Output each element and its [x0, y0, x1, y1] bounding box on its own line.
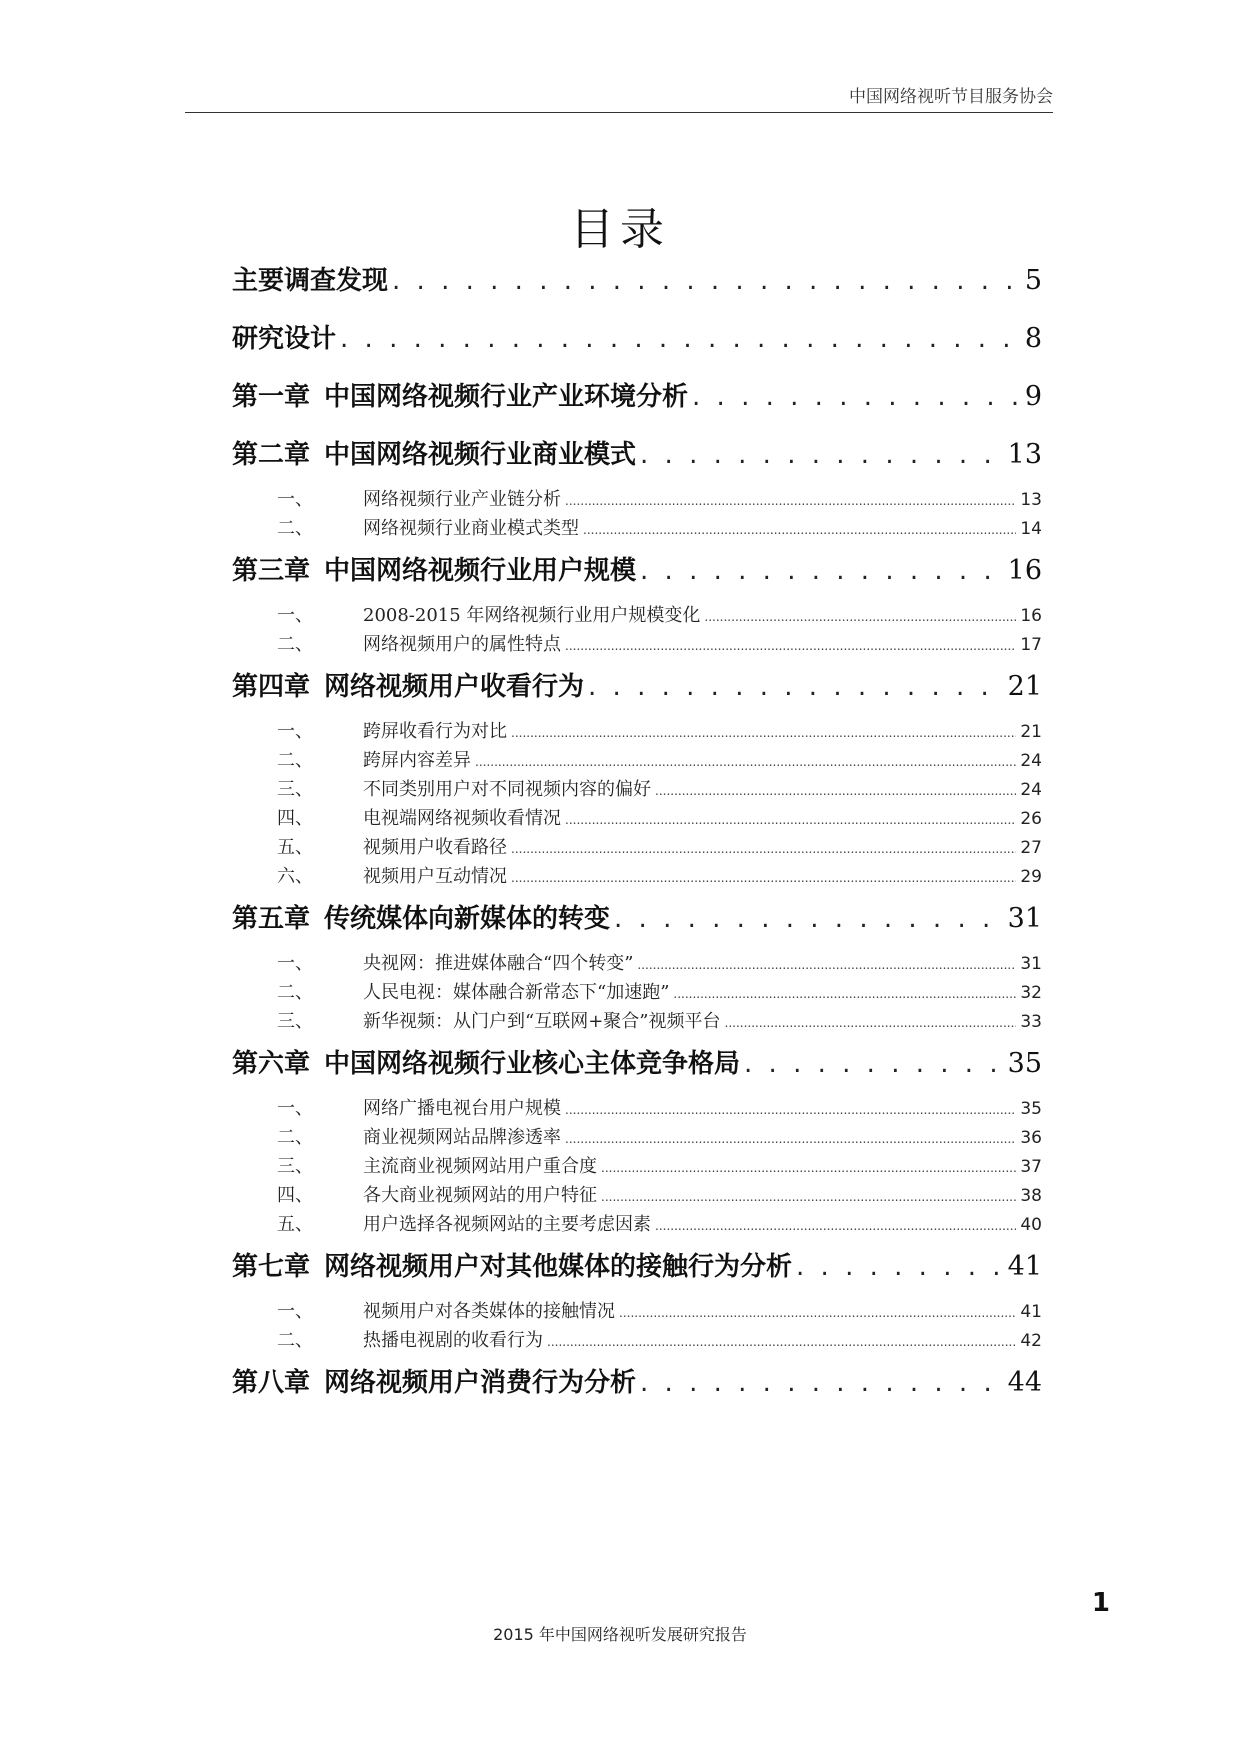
header-org: 中国网络视听节目服务协会 — [849, 87, 1053, 107]
toc-page: 16 — [1020, 606, 1042, 626]
toc-entry-research-design[interactable] — [232, 318, 1042, 355]
toc-page: 8 — [1024, 323, 1042, 354]
toc-leader — [601, 1161, 1016, 1175]
toc-leader — [704, 610, 1016, 624]
toc-leader — [655, 1219, 1016, 1233]
toc-sub-entry[interactable] — [232, 804, 1042, 830]
toc-sub-number: 一、 — [277, 489, 313, 510]
toc-sub-number: 四、 — [277, 808, 313, 829]
toc-leader — [511, 871, 1016, 885]
toc-page: 27 — [1020, 838, 1042, 858]
toc-page: 5 — [1024, 265, 1042, 296]
toc-chapter-number: 第一章 — [232, 382, 311, 412]
toc-sub-number: 二、 — [277, 518, 313, 539]
toc-sub-number: 二、 — [277, 634, 313, 655]
toc-page: 24 — [1020, 751, 1042, 771]
toc-sub-entry[interactable] — [232, 1152, 1042, 1178]
running-header — [185, 82, 1053, 113]
toc-label: 中国网络视频行业产业环境分析 — [324, 382, 689, 412]
toc-page: 33 — [1020, 1012, 1042, 1032]
toc-label: 中国网络视频行业商业模式 — [324, 440, 637, 470]
toc-sub-number: 一、 — [277, 605, 313, 626]
toc-label: 网络视频行业产业链分析 — [363, 489, 561, 510]
toc-label: 商业视频网站品牌渗透率 — [363, 1127, 561, 1148]
toc-sub-number: 二、 — [277, 1330, 313, 1351]
toc-label: 网络视频用户收看行为 — [324, 672, 585, 702]
toc-leader — [640, 556, 1004, 586]
toc-label: 视频用户对各类媒体的接触情况 — [363, 1301, 615, 1322]
toc-leader — [637, 958, 1016, 972]
toc-entry-chapter-1[interactable] — [232, 376, 1042, 413]
toc-sub-entry[interactable] — [232, 514, 1042, 540]
toc-sub-entry[interactable] — [232, 833, 1042, 859]
toc-page: 21 — [1007, 671, 1042, 702]
toc-page: 40 — [1020, 1215, 1042, 1235]
toc-leader — [640, 440, 1004, 470]
toc-page: 24 — [1020, 780, 1042, 800]
toc-leader — [565, 1132, 1016, 1146]
footer-title: 2015 年中国网络视听发展研究报告 — [493, 1625, 747, 1644]
toc-sub-number: 五、 — [277, 837, 313, 858]
toc-label: 新华视频：从门户到“互联网+聚合”视频平台 — [363, 1011, 721, 1032]
toc-label: 中国网络视频行业用户规模 — [324, 556, 637, 586]
toc-sub-number: 三、 — [277, 779, 313, 800]
toc-page: 17 — [1020, 635, 1042, 655]
toc-leader — [619, 1306, 1016, 1320]
toc-leader — [565, 639, 1016, 653]
toc-sub-number: 一、 — [277, 1301, 313, 1322]
toc-sub-number: 二、 — [277, 982, 313, 1003]
toc-chapter-number: 第三章 — [232, 556, 311, 586]
toc-sub-entry[interactable] — [232, 1007, 1042, 1033]
toc-page: 38 — [1020, 1186, 1042, 1206]
toc-page: 16 — [1007, 555, 1042, 586]
toc-leader — [655, 784, 1016, 798]
toc-sub-number: 四、 — [277, 1185, 313, 1206]
toc-label: 视频用户收看路径 — [363, 837, 507, 858]
toc-chapter-number: 第二章 — [232, 440, 311, 470]
toc-sub-entry[interactable] — [232, 862, 1042, 888]
toc-label: 用户选择各视频网站的主要考虑因素 — [363, 1214, 651, 1235]
toc-label: 传统媒体向新媒体的转变 — [324, 904, 611, 934]
toc-sub-entry[interactable] — [232, 601, 1042, 627]
toc-page: 13 — [1007, 439, 1042, 470]
toc-sub-entry[interactable] — [232, 1210, 1042, 1236]
toc-label: 不同类别用户对不同视频内容的偏好 — [363, 779, 651, 800]
toc-sub-entry[interactable] — [232, 746, 1042, 772]
toc-label: 跨屏收看行为对比 — [363, 721, 507, 742]
toc-leader — [511, 842, 1016, 856]
toc-leader — [614, 904, 1004, 934]
toc-sub-number: 二、 — [277, 750, 313, 771]
toc-chapter-number: 第七章 — [232, 1252, 311, 1282]
toc-leader — [640, 1368, 1004, 1398]
toc-page: 35 — [1007, 1048, 1042, 1079]
toc-entry-key-findings[interactable] — [232, 260, 1042, 297]
toc-page: 41 — [1007, 1251, 1042, 1282]
toc-leader — [547, 1335, 1016, 1349]
toc-label: 主要调查发现 — [232, 266, 389, 296]
page-number: 1 — [1091, 1588, 1110, 1618]
toc-label: 网络视频行业商业模式类型 — [363, 518, 579, 539]
toc-sub-entry[interactable] — [232, 775, 1042, 801]
toc-page: 37 — [1020, 1157, 1042, 1177]
toc-sub-number: 三、 — [277, 1011, 313, 1032]
toc-sub-entry[interactable] — [232, 978, 1042, 1004]
toc-leader — [340, 324, 1021, 354]
toc-page: 44 — [1007, 1367, 1042, 1398]
toc-page: 31 — [1007, 903, 1042, 934]
toc-entry-chapter-3[interactable] — [232, 550, 1042, 587]
toc-label: 视频用户互动情况 — [363, 866, 507, 887]
toc-label: 人民电视：媒体融合新常态下“加速跑” — [363, 982, 670, 1003]
toc-page: 35 — [1020, 1099, 1042, 1119]
toc-sub-number: 一、 — [277, 1098, 313, 1119]
toc-entry-chapter-2[interactable] — [232, 434, 1042, 471]
toc-entry-chapter-8[interactable] — [232, 1362, 1042, 1399]
toc-chapter-number: 第五章 — [232, 904, 311, 934]
toc-leader — [583, 523, 1016, 537]
toc-page: 36 — [1020, 1128, 1042, 1148]
toc-leader — [565, 1103, 1016, 1117]
toc-leader — [601, 1190, 1016, 1204]
toc-page: 21 — [1020, 722, 1042, 742]
toc-label: 央视网：推进媒体融合“四个转变” — [363, 953, 634, 974]
toc-label: 2008-2015 年网络视频行业用户规模变化 — [363, 605, 701, 626]
toc-leader — [565, 494, 1016, 508]
toc-label: 网络视频用户对其他媒体的接触行为分析 — [324, 1252, 793, 1282]
toc-page: 41 — [1020, 1302, 1042, 1322]
toc-sub-entry[interactable] — [232, 1326, 1042, 1352]
toc-sub-entry[interactable] — [232, 1123, 1042, 1149]
toc-label: 网络视频用户消费行为分析 — [324, 1368, 637, 1398]
toc-label: 各大商业视频网站的用户特征 — [363, 1185, 597, 1206]
toc-entry-chapter-7[interactable] — [232, 1246, 1042, 1283]
toc-sub-number: 一、 — [277, 721, 313, 742]
toc-chapter-number: 第四章 — [232, 672, 311, 702]
toc-chapter-number: 第六章 — [232, 1049, 311, 1079]
toc-entry-chapter-4[interactable] — [232, 666, 1042, 703]
toc-label: 研究设计 — [232, 324, 337, 354]
toc-page: 42 — [1020, 1331, 1042, 1351]
toc-leader — [673, 987, 1016, 1001]
toc-leader — [511, 726, 1016, 740]
toc-page: 26 — [1020, 809, 1042, 829]
toc-chapter-number: 第八章 — [232, 1368, 311, 1398]
page-title: 目录 — [570, 204, 670, 255]
running-footer — [0, 1622, 1240, 1645]
toc-leader — [796, 1252, 1004, 1282]
toc-leader — [692, 382, 1021, 412]
toc-label: 主流商业视频网站用户重合度 — [363, 1156, 597, 1177]
toc-sub-number: 五、 — [277, 1214, 313, 1235]
toc-label: 中国网络视频行业核心主体竞争格局 — [324, 1049, 741, 1079]
toc-leader — [475, 755, 1016, 769]
toc-page: 13 — [1020, 490, 1042, 510]
toc-label: 电视端网络视频收看情况 — [363, 808, 561, 829]
toc-entry-chapter-5[interactable] — [232, 898, 1042, 935]
toc-sub-number: 六、 — [277, 866, 313, 887]
toc-sub-entry[interactable] — [232, 485, 1042, 511]
toc-page: 14 — [1020, 519, 1042, 539]
toc-sub-entry[interactable] — [232, 1181, 1042, 1207]
toc-sub-number: 一、 — [277, 953, 313, 974]
toc-sub-entry[interactable] — [232, 717, 1042, 743]
toc-sub-number: 三、 — [277, 1156, 313, 1177]
toc-sub-entry[interactable] — [232, 949, 1042, 975]
toc-leader — [392, 266, 1021, 296]
toc-page: 29 — [1020, 867, 1042, 887]
toc-leader — [588, 672, 1004, 702]
toc-sub-entry[interactable] — [232, 630, 1042, 656]
toc-sub-entry[interactable] — [232, 1297, 1042, 1323]
toc-page: 9 — [1024, 381, 1042, 412]
toc-page: 32 — [1020, 983, 1042, 1003]
toc-label: 网络视频用户的属性特点 — [363, 634, 561, 655]
toc-label: 跨屏内容差异 — [363, 750, 471, 771]
toc-sub-number: 二、 — [277, 1127, 313, 1148]
toc-sub-entry[interactable] — [232, 1094, 1042, 1120]
toc-leader — [725, 1016, 1017, 1030]
toc-entry-chapter-6[interactable] — [232, 1043, 1042, 1080]
toc-page: 31 — [1020, 954, 1042, 974]
toc-leader — [565, 813, 1016, 827]
toc-leader — [744, 1049, 1004, 1079]
toc-label: 网络广播电视台用户规模 — [363, 1098, 561, 1119]
toc-label: 热播电视剧的收看行为 — [363, 1330, 543, 1351]
